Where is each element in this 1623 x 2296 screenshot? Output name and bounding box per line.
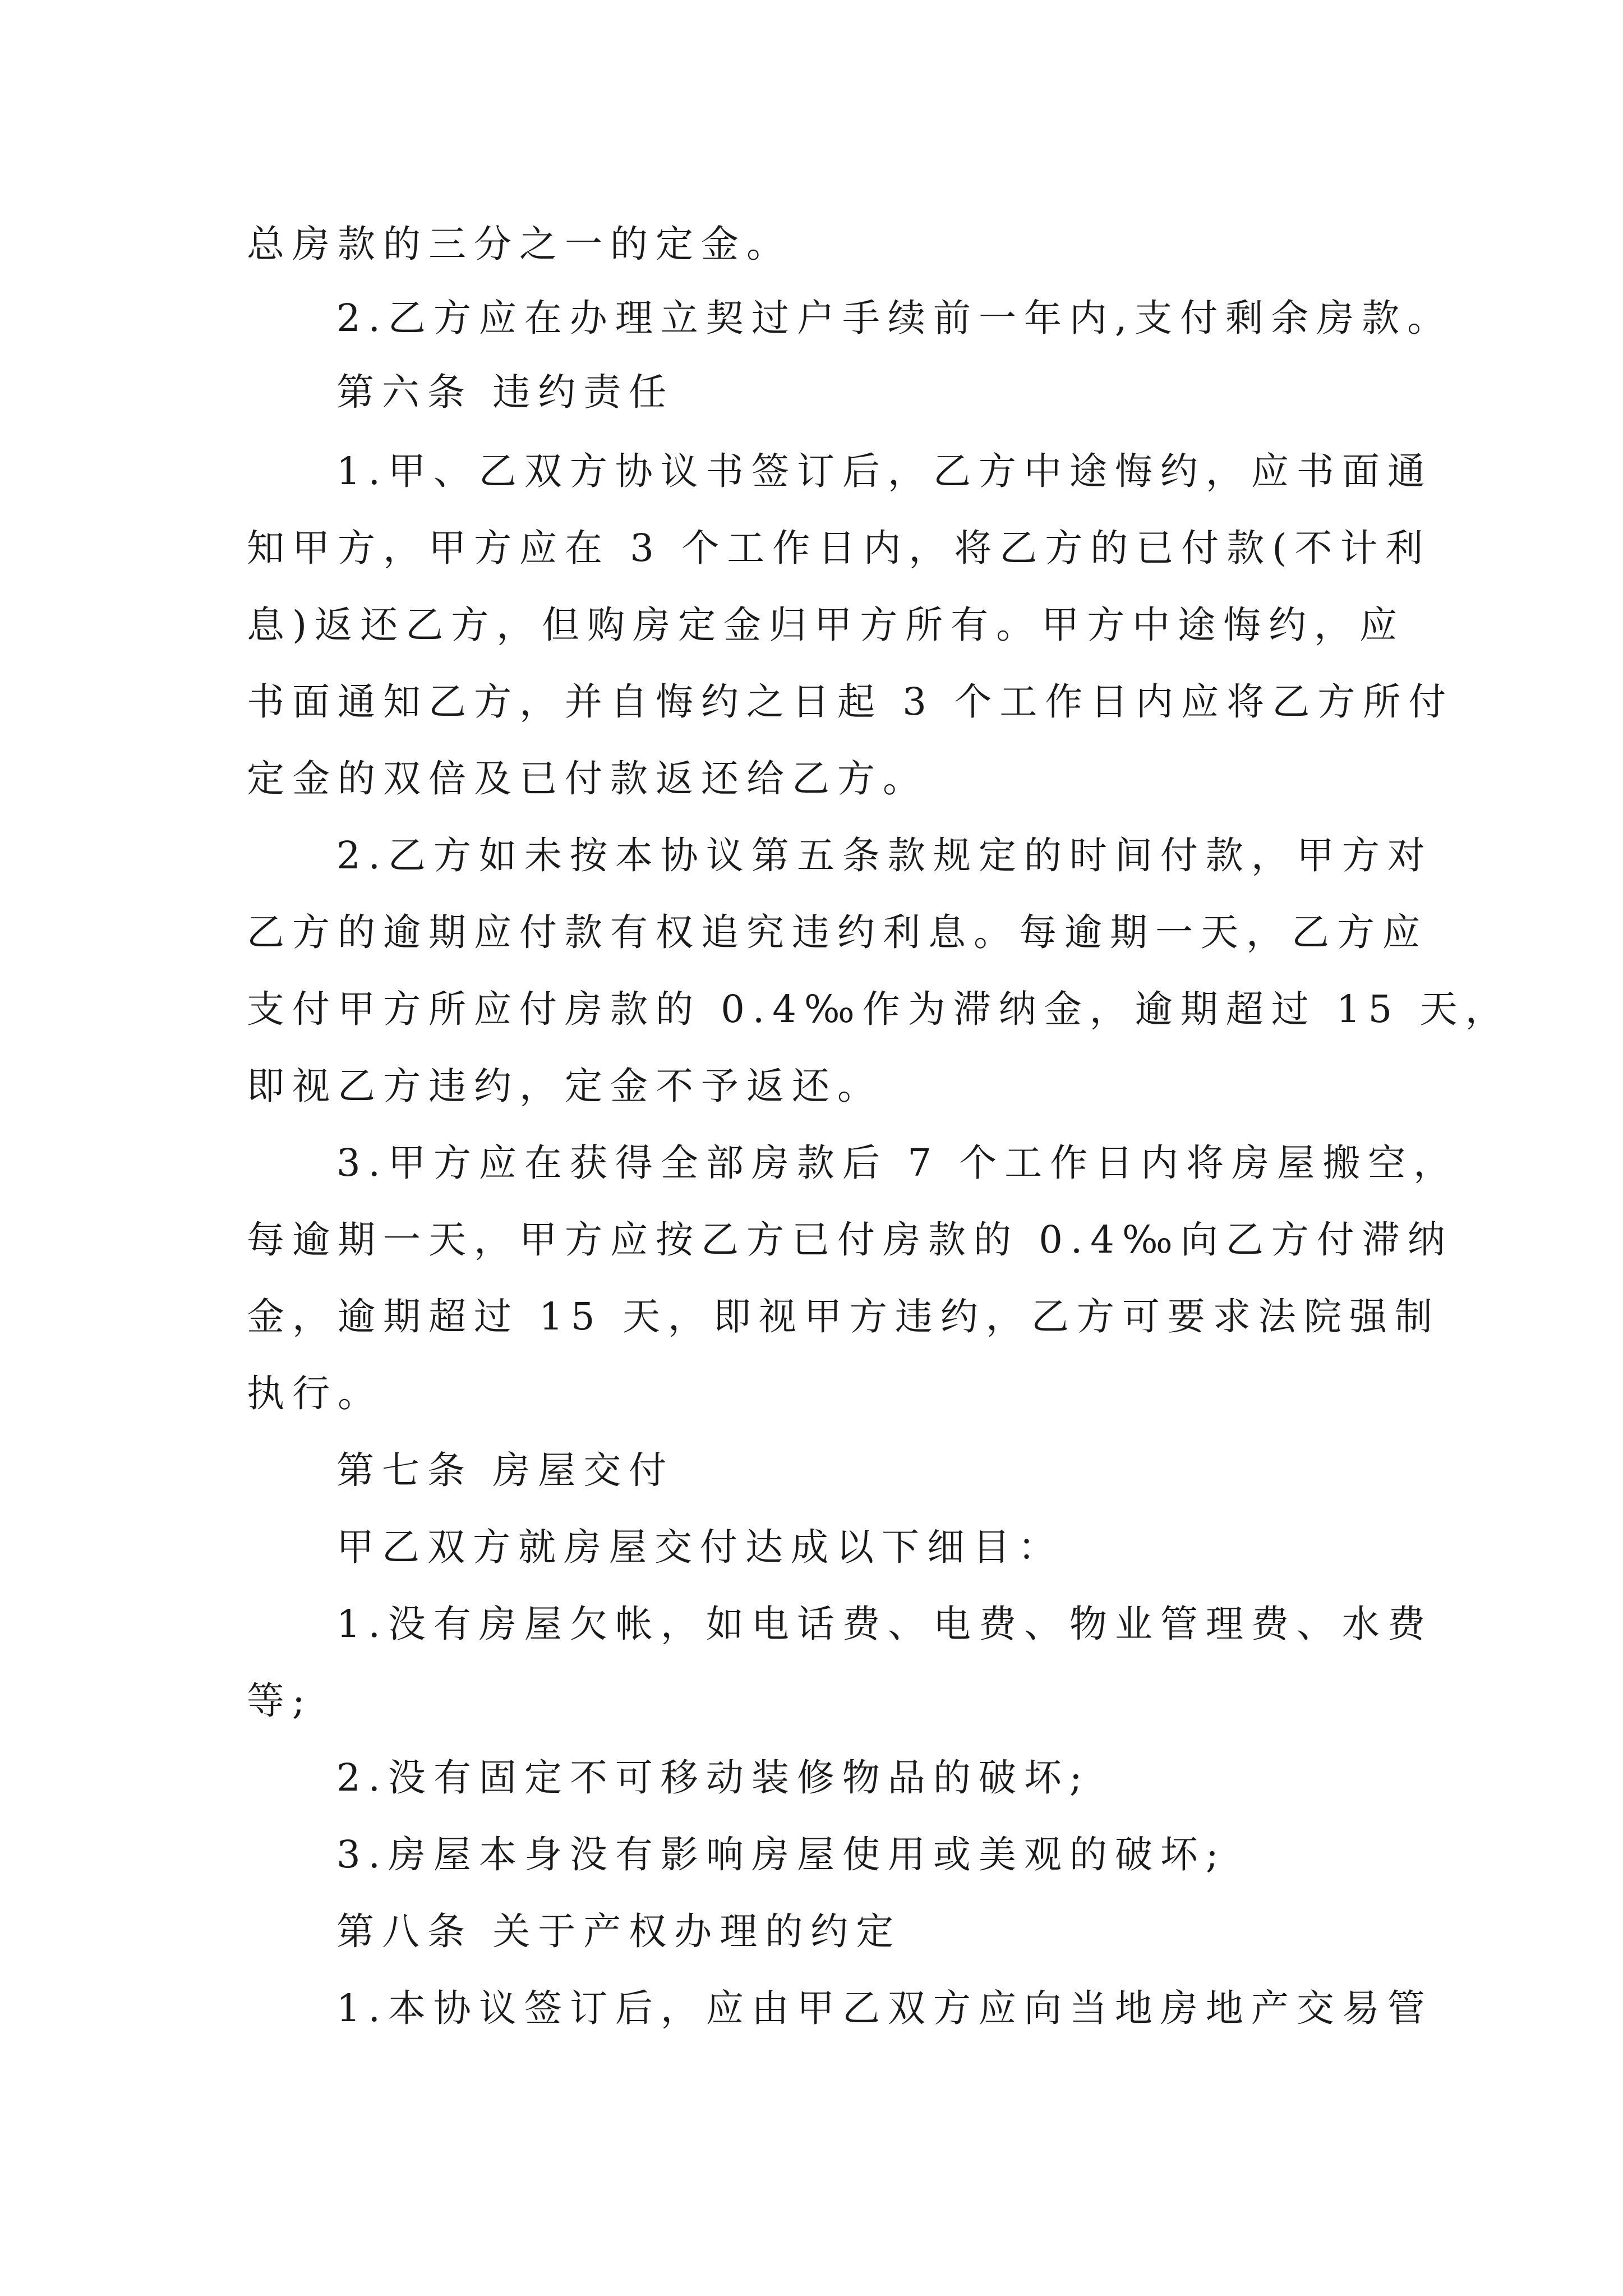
section-heading-7: 第七条 房屋交付 (336, 1448, 675, 1492)
text-line: 乙方的逾期应付款有权追究违约利息。每逾期一天，乙方应 (247, 910, 1428, 954)
text-line: 每逾期一天，甲方应按乙方已付房款的 0.4‰向乙方付滞纳 (247, 1218, 1453, 1262)
text-line: 1.没有房屋欠帐，如电话费、电费、物业管理费、水费 (336, 1602, 1433, 1646)
text-line: 支付甲方所应付房款的 0.4‰作为滞纳金，逾期超过 15 天， (247, 987, 1511, 1031)
text-line: 金，逾期超过 15 天，即视甲方违约，乙方可要求法院强制 (247, 1295, 1440, 1338)
section-heading-6: 第六条 违约责任 (336, 370, 675, 414)
text-line: 甲乙双方就房屋交付达成以下细目： (336, 1525, 1063, 1569)
text-line: 2.乙方应在办理立契过户手续前一年内,支付剩余房款。 (336, 296, 1453, 340)
text-line: 知甲方，甲方应在 3 个工作日内，将乙方的已付款(不计利 (247, 526, 1431, 570)
text-line: 定金的双倍及已付款返还给乙方。 (247, 757, 928, 800)
text-line: 1.甲、乙双方协议书签订后，乙方中途悔约，应书面通 (336, 449, 1433, 493)
text-line: 3.甲方应在获得全部房款后 7 个工作日内将房屋搬空， (336, 1141, 1459, 1185)
text-line: 息)返还乙方，但购房定金归甲方所有。甲方中途悔约，应 (247, 603, 1405, 647)
text-line: 执行。 (247, 1372, 383, 1415)
text-line: 总房款的三分之一的定金。 (247, 222, 792, 266)
text-line: 即视乙方违约，定金不予返还。 (247, 1064, 883, 1108)
text-line: 书面通知乙方，并自悔约之日起 3 个工作日内应将乙方所付 (247, 680, 1454, 724)
text-line: 1.本协议签订后，应由甲乙双方应向当地房地产交易管 (336, 1986, 1433, 2030)
text-line: 2.乙方如未按本协议第五条款规定的时间付款，甲方对 (336, 834, 1433, 877)
text-line: 等; (247, 1679, 313, 1723)
text-line: 2.没有固定不可移动装修物品的破坏; (336, 1756, 1090, 1800)
text-line: 3.房屋本身没有影响房屋使用或美观的破坏; (336, 1833, 1227, 1876)
section-heading-8: 第八条 关于产权办理的约定 (336, 1910, 902, 1953)
